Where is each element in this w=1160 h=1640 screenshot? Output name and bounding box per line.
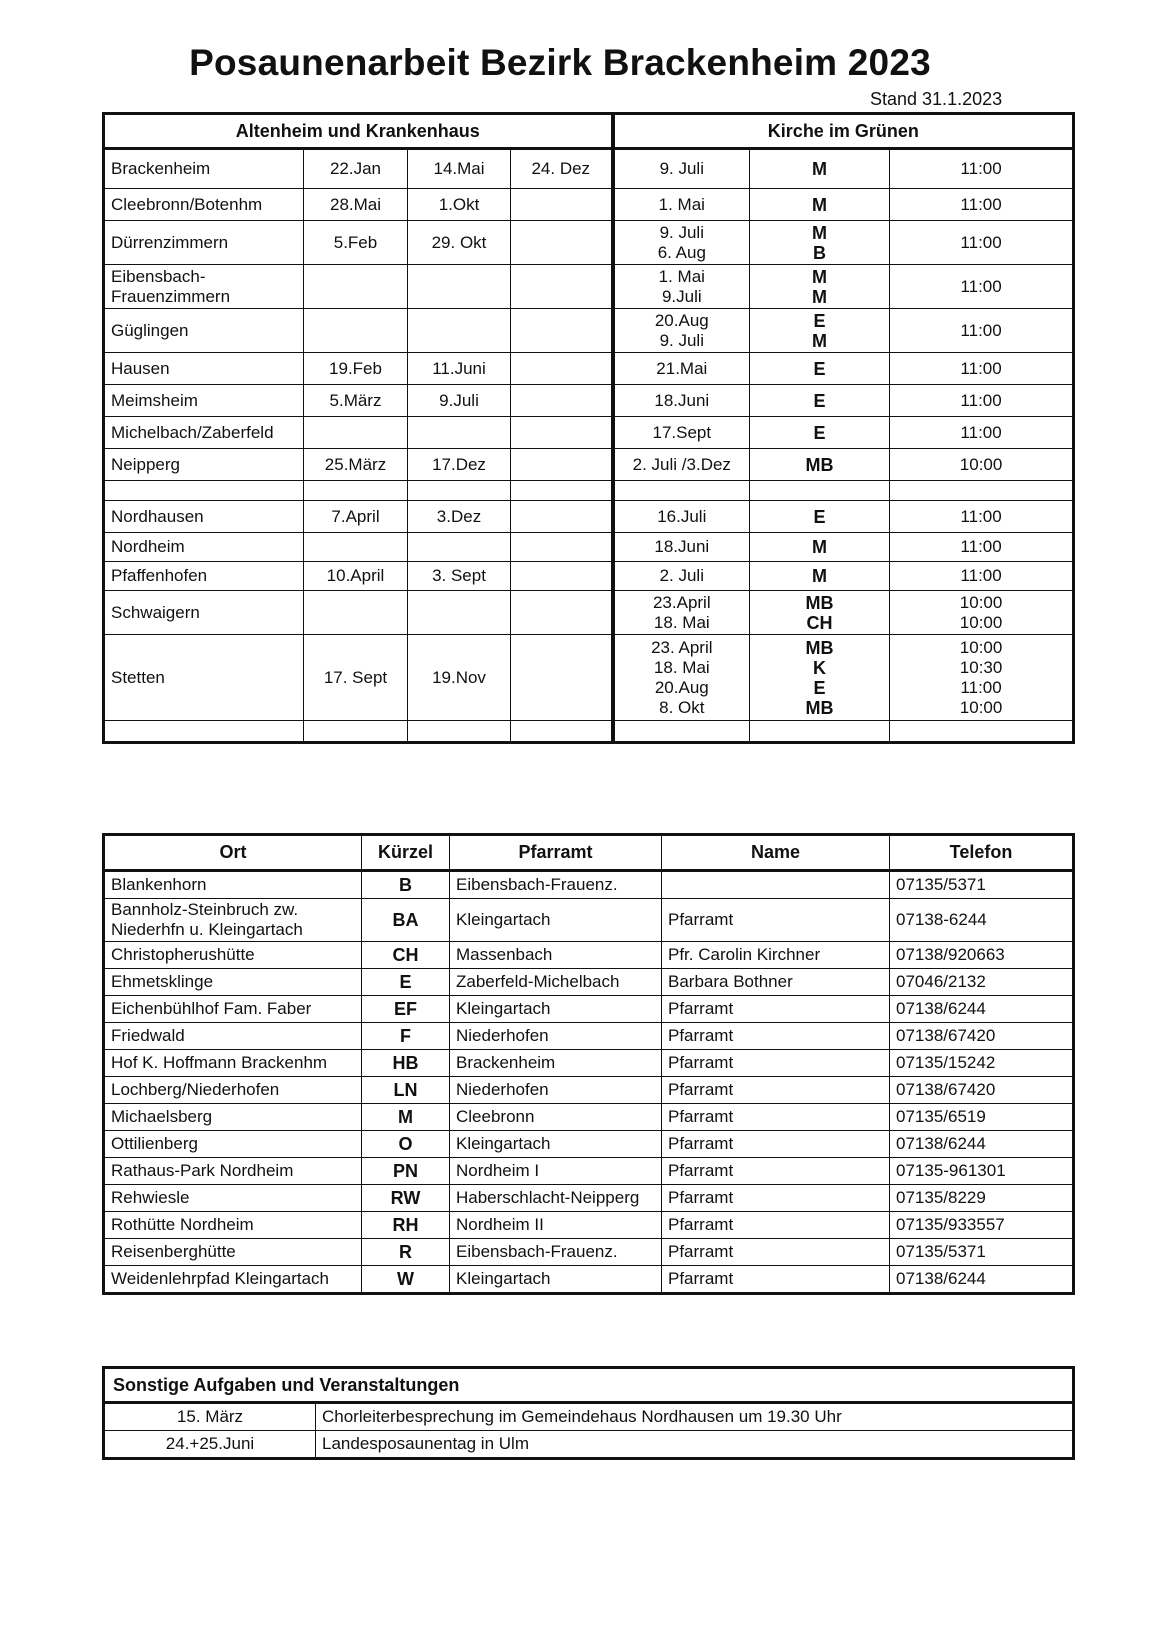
kirche-code: M xyxy=(812,286,828,307)
places-cell: Blankenhorn xyxy=(104,871,362,899)
places-cell: HB xyxy=(362,1050,450,1077)
schedule-row xyxy=(104,501,1074,533)
places-row xyxy=(104,1158,1074,1185)
other-events-header: Sonstige Aufgaben und Veranstaltungen xyxy=(104,1368,1074,1403)
kirche-code: MB xyxy=(805,454,834,475)
schedule-date-altenheim: 9.Juli xyxy=(408,385,511,417)
header-altenheim: Altenheim und Krankenhaus xyxy=(104,114,613,149)
schedule-date-altenheim: 28.Mai xyxy=(304,189,408,221)
places-cell: Lochberg/Niederhofen xyxy=(104,1077,362,1104)
places-cell: Ottilienberg xyxy=(104,1131,362,1158)
places-cell: Pfarramt xyxy=(662,1266,890,1294)
schedule-date-altenheim: 3. Sept xyxy=(408,562,511,591)
places-cell: Friedwald xyxy=(104,1023,362,1050)
places-row xyxy=(104,1104,1074,1131)
schedule-time xyxy=(890,265,1074,309)
places-cell: 07138-6244 xyxy=(890,899,1074,942)
kirche-date: 23.April xyxy=(652,592,711,612)
schedule-code xyxy=(750,562,890,591)
places-row xyxy=(104,942,1074,969)
schedule-code xyxy=(750,353,890,385)
schedule-date-altenheim: 25.März xyxy=(304,449,408,481)
places-cell: Kleingartach xyxy=(450,899,662,942)
kirche-date: 18.Juni xyxy=(654,537,710,556)
places-cell: Kleingartach xyxy=(450,996,662,1023)
kirche-time: 11:00 xyxy=(960,232,1002,252)
kirche-code: MB xyxy=(805,637,834,658)
kirche-time: 11:00 xyxy=(960,422,1002,442)
places-cell: Niederhofen xyxy=(450,1023,662,1050)
schedule-code xyxy=(750,449,890,481)
places-cell: Rehwiesle xyxy=(104,1185,362,1212)
schedule-date-altenheim: 3.Dez xyxy=(408,501,511,533)
event-text: Chorleiterbesprechung im Gemeindehaus Nordhausen um 19.30 Uhr xyxy=(316,1403,1074,1431)
places-row xyxy=(104,1266,1074,1294)
schedule-time xyxy=(890,385,1074,417)
kirche-date: 20.Aug xyxy=(654,310,709,330)
places-cell: E xyxy=(362,969,450,996)
places-cell: Eibensbach-Frauenz. xyxy=(450,1239,662,1266)
schedule-date-altenheim xyxy=(304,309,408,353)
kirche-date: 18.Juni xyxy=(654,390,710,410)
schedule-place: Meimsheim xyxy=(104,385,304,417)
places-row xyxy=(104,1023,1074,1050)
kirche-code: MB xyxy=(805,697,834,718)
places-cell: 07046/2132 xyxy=(890,969,1074,996)
places-cell: LN xyxy=(362,1077,450,1104)
schedule-time xyxy=(890,309,1074,353)
kirche-time: 11:00 xyxy=(960,566,1002,585)
schedule-code xyxy=(750,265,890,309)
schedule-date-altenheim xyxy=(511,449,613,481)
other-events-table xyxy=(102,1366,1075,1460)
places-cell: Reisenberghütte xyxy=(104,1239,362,1266)
schedule-code xyxy=(750,591,890,635)
kirche-code: E xyxy=(813,422,826,443)
schedule-code xyxy=(750,309,890,353)
places-cell: Pfarramt xyxy=(662,1104,890,1131)
schedule-date-altenheim: 11.Juni xyxy=(408,353,511,385)
places-cell: Nordheim II xyxy=(450,1212,662,1239)
places-row xyxy=(104,871,1074,899)
schedule-code xyxy=(750,417,890,449)
header-kirche-im-gruenen: Kirche im Grünen xyxy=(613,114,1074,149)
kirche-date: 1. Mai xyxy=(658,266,705,286)
schedule-code xyxy=(750,149,890,189)
places-cell: Zaberfeld-Michelbach xyxy=(450,969,662,996)
schedule-place: Eibensbach- Frauenzimmern xyxy=(104,265,304,309)
schedule-date-kirche xyxy=(613,721,750,743)
schedule-place: Stetten xyxy=(104,635,304,721)
schedule-date-altenheim: 14.Mai xyxy=(408,149,511,189)
kirche-code: M xyxy=(812,194,828,215)
places-cell: Bannholz-Steinbruch zw. Niederhfn u. Kleingartach xyxy=(104,899,362,942)
kirche-code: MB xyxy=(805,592,834,613)
places-row xyxy=(104,1131,1074,1158)
places-cell: Pfarramt xyxy=(662,1077,890,1104)
schedule-date-altenheim xyxy=(511,265,613,309)
kirche-time: 10:00 xyxy=(959,697,1003,717)
schedule-date-kirche xyxy=(613,353,750,385)
schedule-date-altenheim xyxy=(511,221,613,265)
places-row xyxy=(104,1212,1074,1239)
kirche-code: K xyxy=(813,657,827,678)
places-cell: Pfarramt xyxy=(662,1023,890,1050)
places-cell: Kleingartach xyxy=(450,1266,662,1294)
page-title: Posaunenarbeit Bezirk Brackenheim 2023 xyxy=(189,42,931,83)
places-cell: B xyxy=(362,871,450,899)
schedule-time xyxy=(890,562,1074,591)
places-cell: Michaelsberg xyxy=(104,1104,362,1131)
kirche-code: M xyxy=(812,222,828,243)
kirche-date: 23. April xyxy=(651,637,713,657)
places-row xyxy=(104,996,1074,1023)
places-cell: Christopherushütte xyxy=(104,942,362,969)
schedule-date-altenheim xyxy=(408,417,511,449)
schedule-date-altenheim xyxy=(511,635,613,721)
event-row xyxy=(104,1403,1074,1431)
schedule-row xyxy=(104,635,1074,721)
places-header-cell: Ort xyxy=(104,835,362,871)
kirche-code: M xyxy=(812,266,828,287)
event-date: 24.+25.Juni xyxy=(104,1431,316,1459)
places-cell: CH xyxy=(362,942,450,969)
places-cell: 07138/67420 xyxy=(890,1023,1074,1050)
event-date: 15. März xyxy=(104,1403,316,1431)
schedule-time xyxy=(890,635,1074,721)
schedule-date-altenheim xyxy=(408,533,511,562)
places-cell: F xyxy=(362,1023,450,1050)
schedule-date-altenheim: 5.März xyxy=(304,385,408,417)
kirche-date: 2. Juli /3.Dez xyxy=(632,454,731,474)
status-date: Stand 31.1.2023 xyxy=(870,89,1003,109)
places-header-cell: Pfarramt xyxy=(450,835,662,871)
places-cell: Rothütte Nordheim xyxy=(104,1212,362,1239)
schedule-place: Schwaigern xyxy=(104,591,304,635)
schedule-row xyxy=(104,149,1074,189)
kirche-time: 11:00 xyxy=(960,320,1002,340)
places-cell: Pfarramt xyxy=(662,1212,890,1239)
schedule-code xyxy=(750,635,890,721)
schedule-time xyxy=(890,449,1074,481)
places-cell: Eichenbühlhof Fam. Faber xyxy=(104,996,362,1023)
kirche-date: 2. Juli xyxy=(659,566,704,585)
places-cell: Pfarramt xyxy=(662,1185,890,1212)
schedule-code xyxy=(750,385,890,417)
places-cell: 07135/5371 xyxy=(890,1239,1074,1266)
places-cell: BA xyxy=(362,899,450,942)
places-cell: Pfarramt xyxy=(662,996,890,1023)
schedule-date-altenheim xyxy=(511,189,613,221)
places-cell: Pfarramt xyxy=(662,899,890,942)
kirche-date: 18. Mai xyxy=(653,657,710,677)
places-cell: RW xyxy=(362,1185,450,1212)
places-cell: 07135-961301 xyxy=(890,1158,1074,1185)
kirche-code: M xyxy=(812,330,828,351)
places-cell: Weidenlehrpfad Kleingartach xyxy=(104,1266,362,1294)
schedule-row xyxy=(104,353,1074,385)
places-cell: 07135/5371 xyxy=(890,871,1074,899)
kirche-time: 11:00 xyxy=(960,537,1002,556)
schedule-row xyxy=(104,385,1074,417)
places-cell: Brackenheim xyxy=(450,1050,662,1077)
kirche-time: 10:00 xyxy=(959,454,1003,474)
schedule-time xyxy=(890,417,1074,449)
kirche-time: 10:00 xyxy=(959,592,1003,612)
kirche-time: 11:00 xyxy=(960,358,1002,378)
schedule-date-altenheim xyxy=(511,481,613,501)
places-cell: Barbara Bothner xyxy=(662,969,890,996)
event-row xyxy=(104,1431,1074,1459)
schedule-time xyxy=(890,721,1074,743)
places-cell: Ehmetsklinge xyxy=(104,969,362,996)
schedule-date-kirche xyxy=(613,221,750,265)
event-text: Landesposaunentag in Ulm xyxy=(316,1431,1074,1459)
places-row xyxy=(104,1077,1074,1104)
places-cell: RH xyxy=(362,1212,450,1239)
kirche-time: 11:00 xyxy=(960,390,1002,410)
schedule-date-kirche xyxy=(613,309,750,353)
kirche-date: 9. Juli xyxy=(659,159,704,178)
schedule-date-kirche xyxy=(613,591,750,635)
schedule-date-altenheim: 19.Feb xyxy=(304,353,408,385)
schedule-row xyxy=(104,449,1074,481)
places-cell: Kleingartach xyxy=(450,1131,662,1158)
kirche-code: CH xyxy=(806,612,833,633)
schedule-place: Nordhausen xyxy=(104,501,304,533)
schedule-place xyxy=(104,721,304,743)
schedule-date-altenheim: 10.April xyxy=(304,562,408,591)
kirche-date: 21.Mai xyxy=(656,358,708,378)
kirche-code: E xyxy=(813,310,826,331)
kirche-date: 6. Aug xyxy=(657,242,706,262)
places-cell: Pfarramt xyxy=(662,1050,890,1077)
places-cell: R xyxy=(362,1239,450,1266)
schedule-date-altenheim: 22.Jan xyxy=(304,149,408,189)
schedule-date-altenheim xyxy=(511,721,613,743)
schedule-date-kirche xyxy=(613,385,750,417)
places-cell: 07135/933557 xyxy=(890,1212,1074,1239)
schedule-code xyxy=(750,533,890,562)
schedule-time xyxy=(890,481,1074,501)
schedule-time xyxy=(890,149,1074,189)
schedule-date-kirche xyxy=(613,417,750,449)
schedule-date-altenheim xyxy=(511,309,613,353)
schedule-date-altenheim xyxy=(511,417,613,449)
kirche-date: 9. Juli xyxy=(659,330,704,350)
schedule-date-altenheim: 29. Okt xyxy=(408,221,511,265)
schedule-code xyxy=(750,501,890,533)
schedule-date-kirche xyxy=(613,533,750,562)
places-cell: 07138/920663 xyxy=(890,942,1074,969)
schedule-date-altenheim xyxy=(511,385,613,417)
schedule-row xyxy=(104,221,1074,265)
schedule-place: Neipperg xyxy=(104,449,304,481)
schedule-row xyxy=(104,481,1074,501)
schedule-code xyxy=(750,221,890,265)
schedule-place: Güglingen xyxy=(104,309,304,353)
schedule-place: Pfaffenhofen xyxy=(104,562,304,591)
kirche-time: 11:00 xyxy=(960,677,1002,697)
schedule-date-altenheim xyxy=(511,591,613,635)
places-cell: Cleebronn xyxy=(450,1104,662,1131)
places-header-cell: Name xyxy=(662,835,890,871)
kirche-time: 11:00 xyxy=(960,159,1002,178)
places-cell: 07138/6244 xyxy=(890,996,1074,1023)
schedule-place xyxy=(104,481,304,501)
places-row xyxy=(104,1239,1074,1266)
schedule-place: Hausen xyxy=(104,353,304,385)
schedule-code xyxy=(750,721,890,743)
schedule-row xyxy=(104,309,1074,353)
places-cell: Pfarramt xyxy=(662,1158,890,1185)
places-row xyxy=(104,969,1074,996)
schedule-date-altenheim: 17. Sept xyxy=(304,635,408,721)
schedule-row xyxy=(104,721,1074,743)
kirche-time: 10:00 xyxy=(959,637,1003,657)
schedule-date-altenheim xyxy=(408,591,511,635)
kirche-code: E xyxy=(813,506,826,527)
places-cell: Eibensbach-Frauenz. xyxy=(450,871,662,899)
schedule-date-altenheim xyxy=(408,265,511,309)
places-cell: 07138/6244 xyxy=(890,1131,1074,1158)
places-cell: 07138/67420 xyxy=(890,1077,1074,1104)
places-cell: 07135/6519 xyxy=(890,1104,1074,1131)
places-header-cell: Telefon xyxy=(890,835,1074,871)
places-row xyxy=(104,899,1074,942)
kirche-code: M xyxy=(812,537,828,557)
schedule-date-kirche xyxy=(613,149,750,189)
schedule-date-altenheim xyxy=(304,481,408,501)
places-cell: Pfarramt xyxy=(662,1239,890,1266)
schedule-date-altenheim xyxy=(304,417,408,449)
places-cell: EF xyxy=(362,996,450,1023)
places-cell: W xyxy=(362,1266,450,1294)
schedule-date-kirche xyxy=(613,635,750,721)
schedule-place: Dürrenzimmern xyxy=(104,221,304,265)
schedule-code xyxy=(750,189,890,221)
kirche-date: 9.Juli xyxy=(661,286,702,306)
kirche-code: M xyxy=(812,159,828,179)
schedule-row xyxy=(104,189,1074,221)
kirche-date: 9. Juli xyxy=(659,222,704,242)
schedule-place: Michelbach/Zaberfeld xyxy=(104,417,304,449)
places-cell: Nordheim I xyxy=(450,1158,662,1185)
schedule-time xyxy=(890,221,1074,265)
schedule-row xyxy=(104,533,1074,562)
kirche-code: E xyxy=(813,677,826,698)
schedule-date-altenheim: 24. Dez xyxy=(511,149,613,189)
places-cell: 07135/15242 xyxy=(890,1050,1074,1077)
places-cell: 07135/8229 xyxy=(890,1185,1074,1212)
schedule-place: Cleebronn/Botenhm xyxy=(104,189,304,221)
places-row xyxy=(104,1185,1074,1212)
places-header-cell: Kürzel xyxy=(362,835,450,871)
schedule-row xyxy=(104,562,1074,591)
places-cell: PN xyxy=(362,1158,450,1185)
schedule-date-kirche xyxy=(613,562,750,591)
schedule-date-altenheim: 5.Feb xyxy=(304,221,408,265)
places-cell: Hof K. Hoffmann Brackenhm xyxy=(104,1050,362,1077)
places-cell: O xyxy=(362,1131,450,1158)
kirche-time: 11:00 xyxy=(960,194,1002,214)
schedule-date-altenheim xyxy=(304,721,408,743)
schedule-date-altenheim xyxy=(304,265,408,309)
kirche-date: 1. Mai xyxy=(658,194,705,214)
schedule-date-altenheim xyxy=(304,591,408,635)
kirche-time: 11:00 xyxy=(960,276,1002,296)
schedule-place: Brackenheim xyxy=(104,149,304,189)
schedule-date-altenheim xyxy=(304,533,408,562)
schedule-date-altenheim xyxy=(408,309,511,353)
schedule-date-altenheim xyxy=(511,533,613,562)
schedule-row xyxy=(104,417,1074,449)
schedule-date-altenheim xyxy=(511,353,613,385)
places-cell xyxy=(662,871,890,899)
places-cell: Pfr. Carolin Kirchner xyxy=(662,942,890,969)
kirche-code: E xyxy=(813,390,826,411)
places-cell: Haberschlacht-Neipperg xyxy=(450,1185,662,1212)
schedule-date-kirche xyxy=(613,265,750,309)
kirche-date: 17.Sept xyxy=(652,422,712,442)
places-cell: Rathaus-Park Nordheim xyxy=(104,1158,362,1185)
schedule-date-altenheim xyxy=(408,721,511,743)
schedule-time xyxy=(890,501,1074,533)
kirche-code: E xyxy=(813,358,826,379)
schedule-code xyxy=(750,481,890,501)
places-cell: 07138/6244 xyxy=(890,1266,1074,1294)
places-table xyxy=(102,833,1075,1295)
schedule-place: Nordheim xyxy=(104,533,304,562)
schedule-time xyxy=(890,591,1074,635)
places-cell: Pfarramt xyxy=(662,1131,890,1158)
kirche-date: 20.Aug xyxy=(654,677,709,697)
schedule-date-kirche xyxy=(613,501,750,533)
places-cell: Niederhofen xyxy=(450,1077,662,1104)
kirche-time: 11:00 xyxy=(960,506,1002,526)
kirche-date: 18. Mai xyxy=(653,612,710,632)
schedule-date-altenheim xyxy=(511,501,613,533)
kirche-date: 8. Okt xyxy=(659,697,705,717)
schedule-row xyxy=(104,265,1074,309)
schedule-date-altenheim: 19.Nov xyxy=(408,635,511,721)
schedule-row xyxy=(104,591,1074,635)
schedule-time xyxy=(890,189,1074,221)
schedule-time xyxy=(890,533,1074,562)
schedule-date-kirche xyxy=(613,449,750,481)
places-cell: M xyxy=(362,1104,450,1131)
kirche-time: 10:00 xyxy=(959,612,1003,632)
places-cell: Massenbach xyxy=(450,942,662,969)
schedule-time xyxy=(890,353,1074,385)
schedule-date-kirche xyxy=(613,189,750,221)
kirche-date: 16.Juli xyxy=(657,506,707,526)
schedule-date-altenheim: 7.April xyxy=(304,501,408,533)
kirche-time: 10:30 xyxy=(959,657,1003,677)
kirche-code: B xyxy=(813,242,827,263)
kirche-code: M xyxy=(812,566,828,586)
schedule-date-altenheim: 17.Dez xyxy=(408,449,511,481)
schedule-date-kirche xyxy=(613,481,750,501)
schedule-table xyxy=(102,112,1075,744)
schedule-date-altenheim: 1.Okt xyxy=(408,189,511,221)
places-row xyxy=(104,1050,1074,1077)
schedule-date-altenheim xyxy=(511,562,613,591)
schedule-date-altenheim xyxy=(408,481,511,501)
